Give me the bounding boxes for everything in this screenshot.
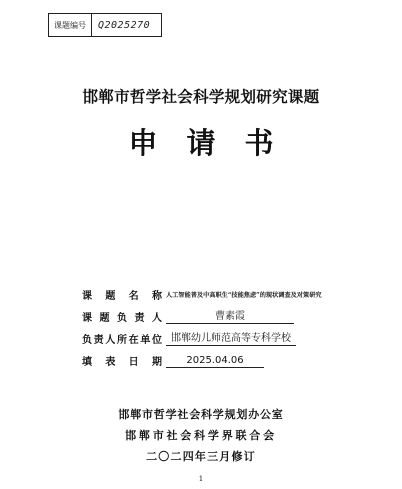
document-type-heading: 申请书: [128, 126, 303, 160]
document-title: 邯郸市哲学社会科学规划研究课题: [82, 88, 320, 106]
field-label-leader: 课题负责人: [82, 313, 162, 324]
footer-revision: 二〇二四年三月修订: [146, 450, 256, 463]
field-row-date: [82, 346, 372, 368]
footer-office: 邯郸市哲学社会科学规划办公室: [118, 408, 284, 421]
field-row-leader: [82, 302, 372, 324]
field-value-topic-line: [166, 288, 356, 302]
field-value-date: 2025.04.06: [186, 355, 244, 366]
field-label-topic: 课 题 名 称: [82, 291, 162, 302]
project-code-label: 课题编号: [49, 14, 92, 36]
field-value-leader-line: [166, 309, 294, 324]
field-value-unit-line: [166, 331, 296, 346]
field-value-date-line: [166, 353, 264, 368]
field-label-date: 填 表 日 期: [82, 357, 162, 368]
field-value-topic: 人工智能普及中高职生“技能焦虑”的现状调查及对策研究: [166, 292, 322, 299]
field-value-unit: 邯郸幼儿师范高等专科学校: [171, 333, 291, 344]
form-fields: [82, 280, 372, 368]
field-value-leader: 曹素霞: [215, 311, 245, 322]
project-code-box: [48, 13, 162, 37]
field-row-unit: [82, 324, 372, 346]
page-number: 1: [198, 475, 204, 483]
footer-federation: 邯郸市社会科学界联合会: [125, 429, 277, 442]
field-label-unit: 负责人所在单位: [82, 335, 162, 346]
field-row-topic: [82, 280, 372, 302]
project-code-value: Q2025270: [98, 19, 151, 31]
